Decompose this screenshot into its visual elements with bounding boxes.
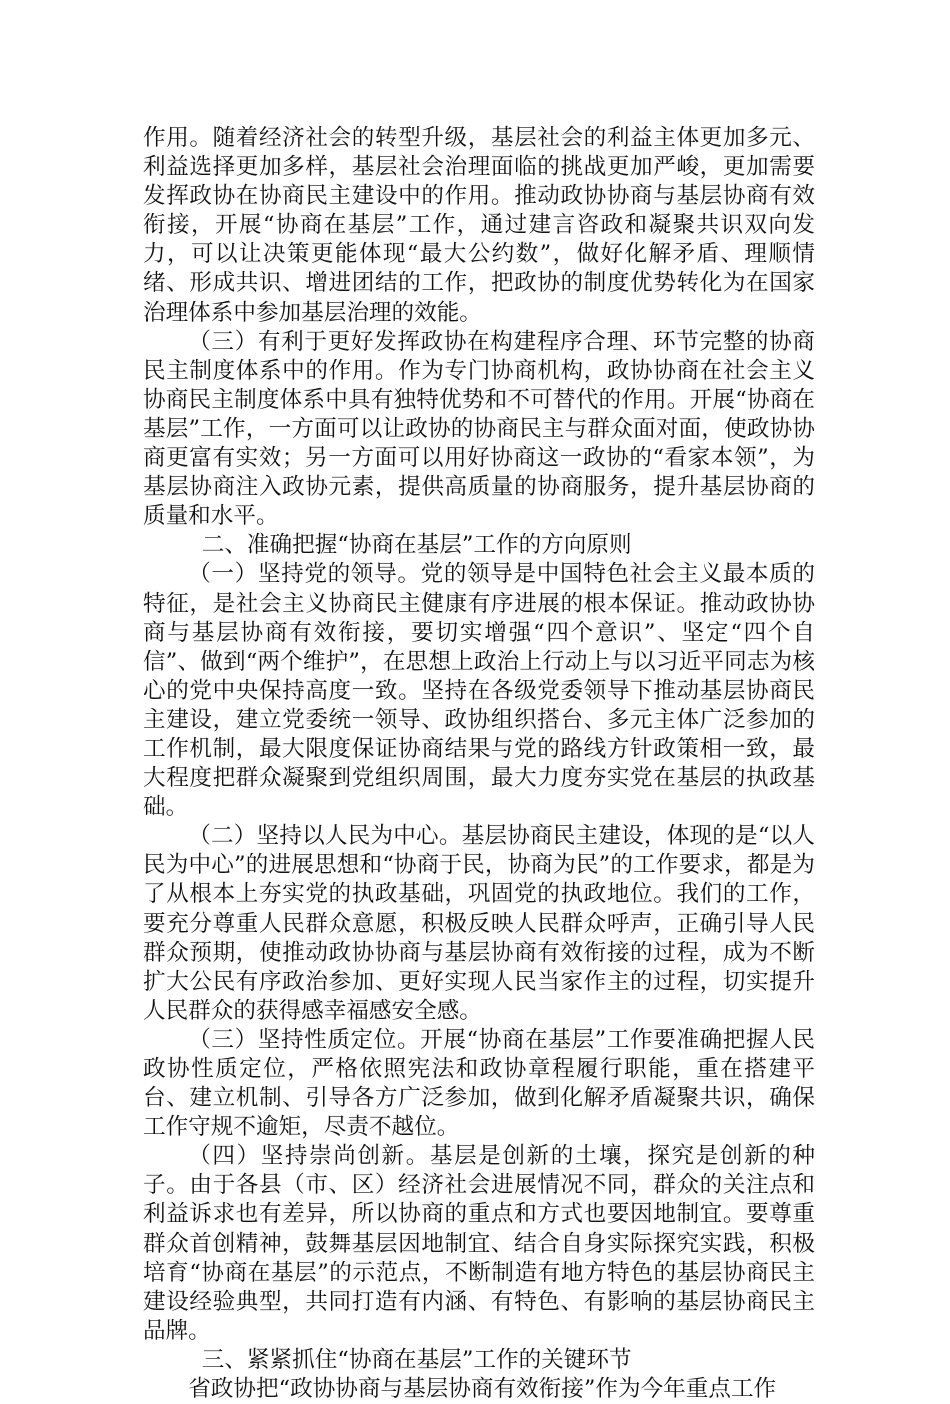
paragraph-point-3: （三）有利于更好发挥政协在构建程序合理、环节完整的协商民主制度体系中的作用。作为专门协商机构，政协协商在社会主义协商民主制度体系中具有独特优势和不可替代的作用。开展“协商在基层”工作，一方面可以让政协的协商民主与群众面对面，使政协协商更富有实效；另一方面可以用好协商这一政协的“看家本领”，为基层协商注入政协元素，提供高质量的协商服务，提升基层协商的质量和水平。 [143,328,815,530]
section-heading-3: 三、紧紧抓住“协商在基层”工作的关键环节 [201,1346,632,1373]
paragraph-principle-3: （三）坚持性质定位。开展“协商在基层”工作要准确把握人民政协性质定位，严格依照宪法和政协章程履行职能，重在搭建平台、建立机制、引导各方广泛参加，做到化解矛盾凝聚共识，确保工作守规不逾矩，尽责不越位。 [143,1026,815,1141]
paragraph-section-3-start: 省政协把“政协协商与基层协商有效衔接”作为今年重点工作 [188,1376,777,1403]
document-body [143,124,815,1404]
paragraph-principle-4: （四）坚持崇尚创新。基层是创新的土壤，探究是创新的种子。由于各县（市、区）经济社会进展情况不同，群众的关注点和利益诉求也有差异，所以协商的重点和方式也要因地制宜。要尊重群众首创精神，鼓舞基层因地制宜、结合自身实际探究实践，积极培育“协商在基层”的示范点，不断制造有地方特色的基层协商民主建设经验典型，共同打造有内涵、有特色、有影响的基层协商民主品牌。 [143,1143,815,1344]
paragraph-principle-2: （二）坚持以人民为中心。基层协商民主建设，体现的是“以人民为中心”的进展思想和“协商于民，协商为民”的工作要求，都是为了从根本上夯实党的执政基础，巩固党的执政地位。我们的工作，要充分尊重人民群众意愿，积极反映人民群众呼声，正确引导人民群众预期，使推动政协协商与基层协商有效衔接的过程，成为不断扩大公民有序政治参加、更好实现人民当家作主的过程，切实提升人民群众的获得感幸福感安全感。 [143,823,815,1024]
section-heading-2: 二、准确把握“协商在基层”工作的方向原则 [201,532,632,559]
paragraph-principle-1: （一）坚持党的领导。党的领导是中国特色社会主义最本质的特征，是社会主义协商民主健康有序进展的根本保证。推动政协协商与基层协商有效衔接，要切实增强“四个意识”、坚定“四个自信”、做到“两个维护”，在思想上政治上行动上与以习近平同志为核心的党中央保持高度一致。坚持在各级党委领导下推动基层协商民主建设，建立党委统一领导、政协组织搭台、多元主体广泛参加的工作机制，最大限度保证协商结果与党的路线方针政策相一致，最大程度把群众凝聚到党组织周围，最大力度夯实党在基层的执政基础。 [143,561,815,821]
paragraph-continuation: 作用。随着经济社会的转型升级，基层社会的利益主体更加多元、利益选择更加多样，基层社会治理面临的挑战更加严峻，更加需要发挥政协在协商民主建设中的作用。推动政协协商与基层协商有效衔接，开展“协商在基层”工作，通过建言咨政和凝聚共识双向发力，可以让决策更能体现“最大公约数”，做好化解矛盾、理顺情绪、形成共识、增进团结的工作，把政协的制度优势转化为在国家治理体系中参加基层治理的效能。 [143,125,815,326]
